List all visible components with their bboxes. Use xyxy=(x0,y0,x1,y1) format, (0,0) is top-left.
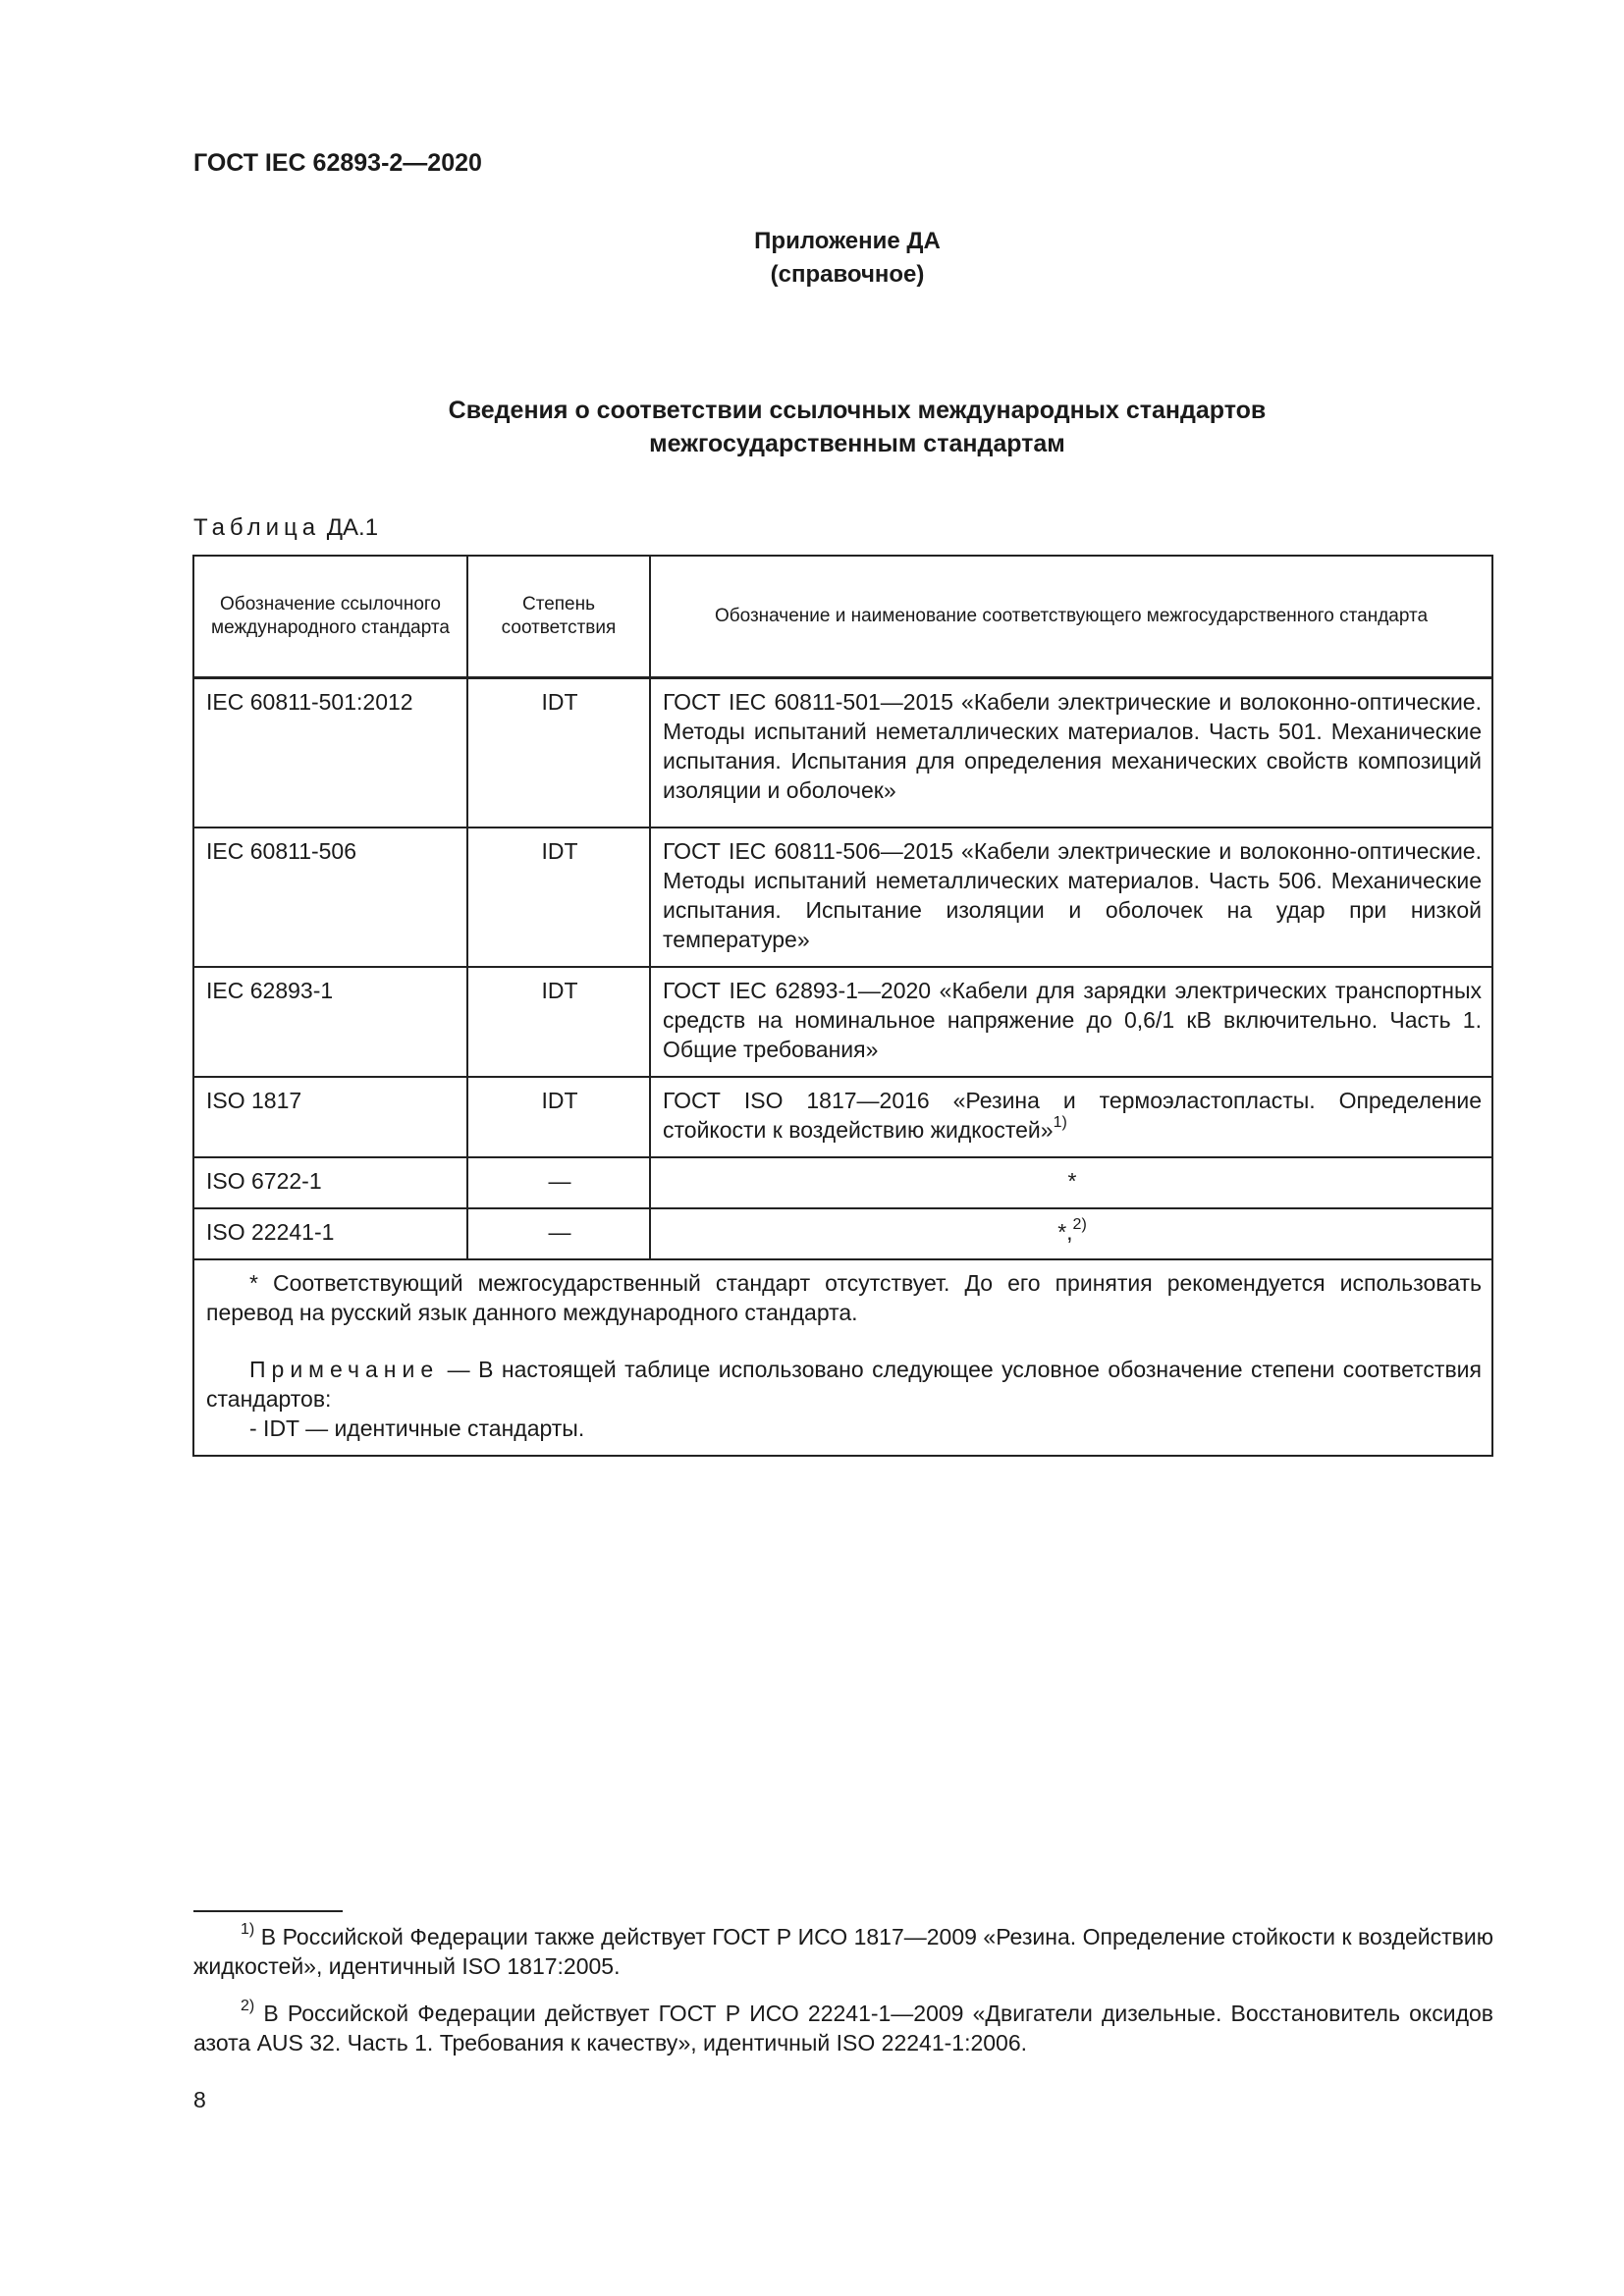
cell-degree: IDT xyxy=(467,678,650,828)
cell-designation: ISO 6722-1 xyxy=(193,1157,467,1208)
footnote-1 xyxy=(193,1922,1493,1981)
section-heading-line-1: Сведения о соответствии ссылочных международных стандартов xyxy=(448,397,1267,424)
cell-standard-name: ГОСТ IEC 60811-501—2015 «Кабели электрические и волоконно-оптические. Методы испытаний неметаллических материалов. Часть 501. Механические испытания. Испытания для определения механических свойств композиций изоляции и оболочек» xyxy=(650,678,1492,828)
table-caption-number: ДА.1 xyxy=(326,514,379,541)
asterisk-note: * Соответствующий межгосударственный стандарт отсутствует. До его принятия рекомендуется использовать перевод на русский язык данного международного стандарта. xyxy=(206,1269,1482,1325)
table-caption xyxy=(193,514,378,542)
table-header-row xyxy=(193,556,1492,678)
footnote-mark: 1) xyxy=(241,1921,255,1939)
footnote-text: В Российской Федерации также действует ГОСТ Р ИСО 1817—2009 «Резина. Определение стойкости к воздействию жидкостей», идентичный ISO 1817:2005. xyxy=(193,1924,1493,1979)
cell-designation: IEC 60811-506 xyxy=(193,828,467,967)
cell-degree: IDT xyxy=(467,967,650,1077)
cell-designation: ISO 1817 xyxy=(193,1077,467,1157)
cell-designation: IEC 62893-1 xyxy=(193,967,467,1077)
note-list-item: - IDT — идентичные стандарты. xyxy=(249,1415,585,1441)
table-row xyxy=(193,1157,1492,1208)
footnote-separator xyxy=(193,1910,343,1912)
table-caption-word: Таблица xyxy=(193,514,321,541)
cell-degree: IDT xyxy=(467,1077,650,1157)
cell-standard-name: ГОСТ ISO 1817—2016 «Резина и термоэластопласты. Определение стойкости к воздействию жидкостей»$^{1)}$ xyxy=(650,1077,1492,1157)
cell-standard-name: ГОСТ IEC 62893-1—2020 «Кабели для зарядки электрических транспортных средств на номинальное напряжение до 0,6/1 кВ включительно. Часть 1. Общие требования» xyxy=(650,967,1492,1077)
table-row xyxy=(193,678,1492,828)
section-heading xyxy=(0,394,1624,460)
table-note xyxy=(206,1355,1482,1414)
table-notes xyxy=(193,1259,1492,1456)
table-notes-row xyxy=(193,1259,1492,1456)
annex-title: Приложение ДА xyxy=(754,228,941,254)
cell-degree: — xyxy=(467,1208,650,1259)
annex-type: (справочное) xyxy=(770,261,925,288)
table-row xyxy=(193,967,1492,1077)
cell-standard-name: *,$^{2)}$ xyxy=(650,1208,1492,1259)
note-label: Примечание xyxy=(249,1356,440,1382)
footnote-text: В Российской Федерации действует ГОСТ Р ИСО 22241-1—2009 «Двигатели дизельные. Восстановитель оксидов азота AUS 32. Часть 1. Требования к качеству», идентичный ISO 22241-1:2006. xyxy=(193,2001,1493,2056)
note-text: — В настоящей таблице использовано следующее условное обозначение степени соответствия стандартов: xyxy=(206,1356,1482,1412)
cell-designation: ISO 22241-1 xyxy=(193,1208,467,1259)
section-heading-line-2: межгосударственным стандартам xyxy=(649,430,1065,457)
table-row xyxy=(193,828,1492,967)
page-number: 8 xyxy=(193,2087,206,2112)
cell-designation: IEC 60811-501:2012 xyxy=(193,678,467,828)
cell-degree: IDT xyxy=(467,828,650,967)
cell-degree: — xyxy=(467,1157,650,1208)
footnote-2 xyxy=(193,1999,1493,2057)
table-row xyxy=(193,1077,1492,1157)
cell-standard-name: ГОСТ IEC 60811-506—2015 «Кабели электрические и волоконно-оптические. Методы испытаний неметаллических материалов. Часть 506. Механические испытания. Испытание изоляции и оболочек на удар при низкой температуре» xyxy=(650,828,1492,967)
header-degree-of-correspondence: Степень соответствия xyxy=(467,556,650,678)
header-international-designation: Обозначение ссылочного международного стандарта xyxy=(193,556,467,678)
header-interstate-standard: Обозначение и наименование соответствующего межгосударственного стандарта xyxy=(650,556,1492,678)
annex-title-block xyxy=(0,225,1624,292)
standards-correspondence-table xyxy=(192,555,1493,1457)
cell-standard-name: * xyxy=(650,1157,1492,1208)
footnote-mark: 2) xyxy=(241,1998,255,2015)
document-code: ГОСТ IEC 62893-2—2020 xyxy=(193,149,482,177)
table-row xyxy=(193,1208,1492,1259)
